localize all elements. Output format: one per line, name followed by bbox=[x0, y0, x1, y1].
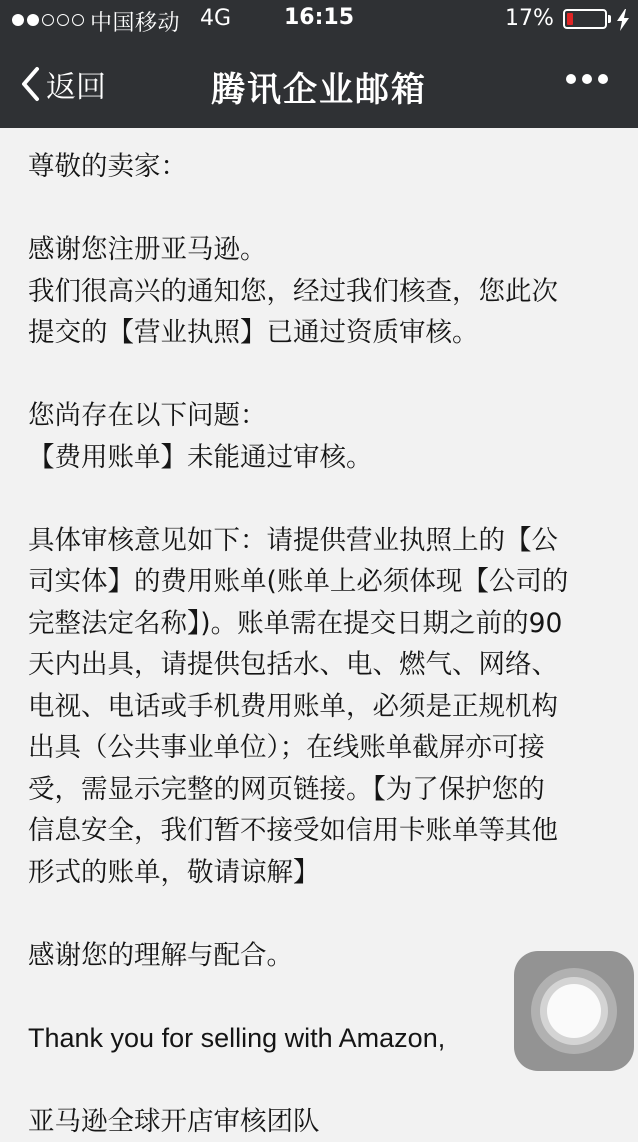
page-title: 腾讯企业邮箱 bbox=[0, 62, 638, 111]
email-text-line: 尊敬的卖家： bbox=[28, 146, 616, 188]
more-dot bbox=[598, 74, 608, 84]
email-text-line: 完整法定名称】)。账单需在提交日期之前的90 bbox=[28, 603, 616, 645]
battery-percentage: 17% bbox=[505, 6, 554, 31]
navigation-bar bbox=[0, 40, 638, 128]
email-text-line: 感谢您注册亚马逊。 bbox=[28, 229, 616, 271]
status-time: 16:15 bbox=[0, 5, 638, 30]
blank-line bbox=[28, 478, 616, 520]
back-label: 返回 bbox=[46, 62, 106, 106]
status-bar bbox=[0, 0, 638, 40]
email-text-line: 天内出具，请提供包括水、电、燃气、网络、 bbox=[28, 644, 616, 686]
battery-nub bbox=[608, 15, 611, 23]
network-type: 4G bbox=[200, 6, 231, 31]
carrier-name: 中国移动 bbox=[90, 6, 180, 37]
top-bar bbox=[0, 0, 638, 128]
email-text-line: 出具（公共事业单位）；在线账单截屏亦可接 bbox=[28, 727, 616, 769]
assistive-touch-button[interactable] bbox=[514, 951, 634, 1071]
more-dot bbox=[566, 74, 576, 84]
email-text-line: 具体审核意见如下：请提供营业执照上的【公 bbox=[28, 520, 616, 562]
battery-level-fill bbox=[567, 13, 573, 25]
email-text-line: 电视、电话或手机费用账单，必须是正规机构 bbox=[28, 686, 616, 728]
blank-line bbox=[28, 893, 616, 935]
email-text-line: 您尚存在以下问题： bbox=[28, 395, 616, 437]
assistive-core bbox=[547, 984, 601, 1038]
blank-line bbox=[28, 188, 616, 230]
email-text-line: 【费用账单】未能通过审核。 bbox=[28, 437, 616, 479]
blank-line bbox=[28, 354, 616, 396]
charging-bolt-icon bbox=[616, 9, 630, 31]
email-text-line: 我们很高兴的通知您，经过我们核查，您此次 bbox=[28, 271, 616, 313]
email-text-line: Thank you for selling with Amazon, bbox=[28, 1018, 616, 1060]
email-text-line: 信息安全，我们暂不接受如信用卡账单等其他 bbox=[28, 810, 616, 852]
email-text-line: 受，需显示完整的网页链接。【为了保护您的 bbox=[28, 769, 616, 811]
email-text-line: 感谢您的理解与配合。 bbox=[28, 935, 616, 977]
email-text-line: 提交的【营业执照】已通过资质审核。 bbox=[28, 312, 616, 354]
email-text-line: 亚马逊全球开店审核团队 bbox=[28, 1101, 616, 1142]
more-dot bbox=[582, 74, 592, 84]
email-text-line: 形式的账单，敬请谅解】 bbox=[28, 852, 616, 894]
email-text-line: 司实体】的费用账单(账单上必须体现【公司的 bbox=[28, 561, 616, 603]
more-dots-icon[interactable] bbox=[566, 74, 608, 84]
battery-icon bbox=[563, 9, 607, 29]
